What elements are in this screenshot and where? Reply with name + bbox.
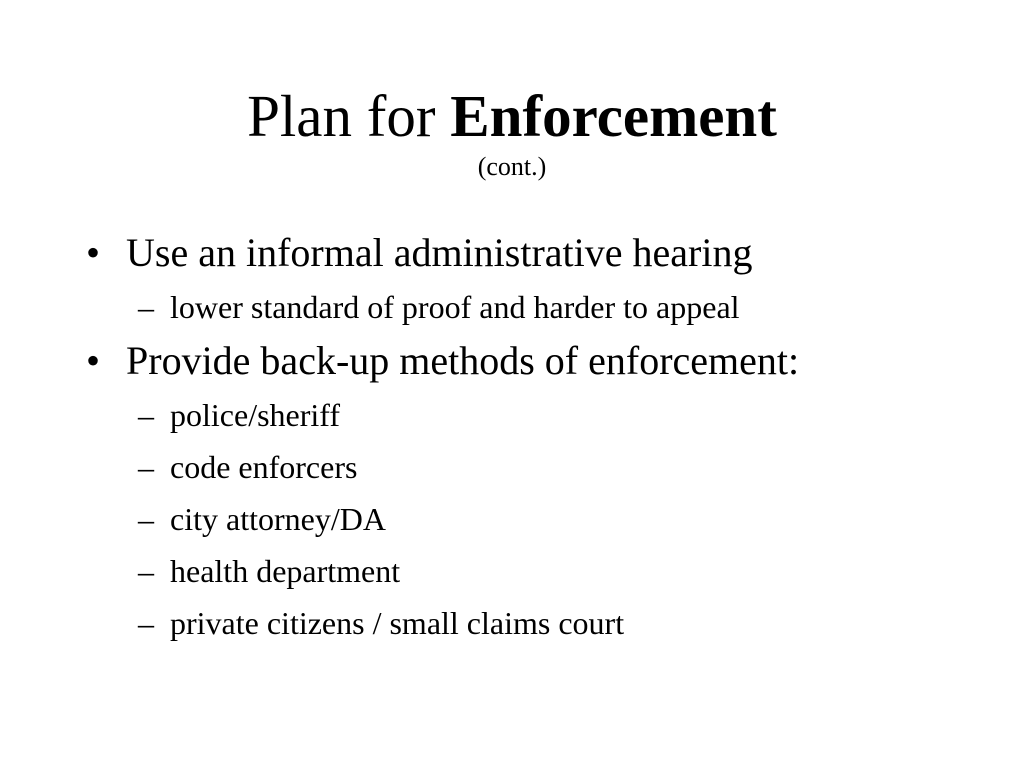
bullet-marker: • [86,230,101,275]
sub-bullet-marker: – [138,553,154,589]
sub-bullet-item [86,545,986,597]
sub-bullet-marker: – [138,397,154,433]
sub-bullet-text: health department [170,553,401,589]
sub-bullet-marker: – [138,501,154,537]
title-line [0,80,1024,152]
sub-bullet-text: code enforcers [170,449,358,485]
sub-bullet-marker: – [138,289,154,325]
bullet-list [86,225,986,649]
sub-bullet-item [86,389,986,441]
bullet-marker: • [86,338,101,383]
bullet-text: Use an informal administrative hearing [126,230,753,275]
bullet-text: Provide back-up methods of enforcement: [126,338,800,383]
sub-bullet-text: private citizens / small claims court [170,605,625,641]
sub-bullet-item [86,281,986,333]
sub-bullet-text: city attorney/DA [170,501,386,537]
title-prefix: Plan for [247,83,451,149]
sub-bullet-text: police/sheriff [170,397,341,433]
sub-bullet-item [86,493,986,545]
sub-bullet-marker: – [138,605,154,641]
sub-bullet-item [86,597,986,649]
bullet-item [86,333,986,389]
slide-title [0,80,1024,182]
title-emphasis: Enforcement [450,83,777,149]
bullet-item [86,225,986,281]
sub-bullet-item [86,441,986,493]
sub-bullet-text: lower standard of proof and harder to appeal [170,289,740,325]
title-subtitle: (cont.) [477,152,547,181]
sub-bullet-marker: – [138,449,154,485]
